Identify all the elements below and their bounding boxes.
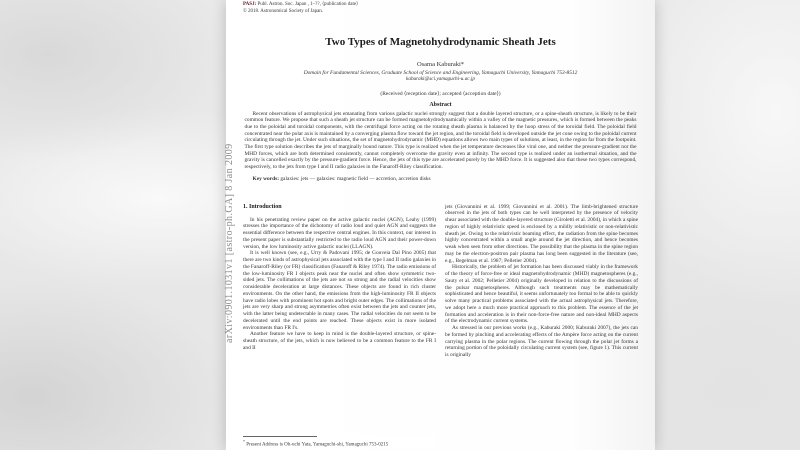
footnote-text: Present Address is Oh-uchi Yata, Yamaguchi-shi, Yamaguchi 753-0215	[245, 443, 389, 448]
author-name: Osama Kaburaki*	[416, 60, 465, 68]
right-column-paragraph: jets (Giovannini et al. 1999; Giovannini et al. 2001). The limb-brightened structure observed in the jets of both types can be well interpreted by the presence of velocity shear associated with the double-layered structure (Giroletti et al. 2004), in which a spine region of highly relativistic speed is enclosed by a mildly relativistic or non-relativistic sheath jet. Owing to the relativistic beaming effect, the radiation from the spine becomes highly concentrated within a small angle around the jet direction, and hence becomes weak when seen from other directions. The possibility that the plasma in the spine region may be the electron-positron pair plasma has long been suggested in the literature (see, e.g., Begelman et al. 1987; Pelletier 2004).	[445, 203, 638, 264]
paper-title: Two Types of Magnetohydrodynamic Sheath Jets	[325, 35, 556, 48]
abstract-text: Recent observations of astrophysical jets emanating from various galactic nuclei strongly suggest that a double layered structure, or a spine-sheath structure, is likely to be their common feature. We propose that such a sheath jet structure can be formed magnetohydrodynamically within a valley of the magnetic pressures, which is formed between the peaks due to the poloidal and toroidal components, with the centrifugal force acting on the rotating sheath plasma is balanced by the hoop stress of the toroidal field. The poloidal field concentrated near the polar axis is maintained by a converging plasma flow toward the jet region, and the toroidal field is developed outside the jet cone owing to the poloidal current circulating through the jet. Under such situations, the set of magnetohydrodynamic (MHD) equations allows two main types of solutions, at least, in the region far from the footpoint. The first type solution describes the jets of marginally bound nature. This type is realized when the jet temperature decreases like viral one, and neither the pressure-gradient nor the MHD forces, which are both determined consistently, cannot completely overcome the gravity even at infinity. The second type is realized under an isothermal situation, and the gravity is cancelled exactly by the pressure-gradient force. Hence, the jets of this type are accelerated purely by the MHD force. It is suggested also that these two types correspond, respectively, to the jets from type I and II radio galaxies in the Fanaroff-Riley classification.	[244, 110, 637, 171]
journal-header	[243, 2, 638, 16]
left-column-paragraph: Another feature we have to keep in mind is the double-layered structure, or spine-sheath structure, of the jets, which is now believed to be a common feature to the FR I and II	[243, 331, 436, 351]
journal-reference-line	[243, 2, 638, 9]
arxiv-watermark: arXiv:0901.1031v1 [astro-ph.GA] 8 Jan 2009	[224, 143, 235, 343]
copyright-line: © 2018. Astronomical Society of Japan.	[243, 8, 324, 14]
keywords-line	[245, 176, 637, 183]
right-column	[445, 204, 638, 359]
abstract-block	[245, 111, 637, 183]
footnote-rule	[243, 436, 317, 437]
section-heading-introduction: 1. Introduction	[243, 203, 282, 210]
right-column-paragraph: As stressed in our previous works (e.g., Kaburaki 2000; Kaburaki 2007), the jets can be formed by pinching and accelerating effects of the Ampère force acting on the current carrying plasma in the polar regions. The current flowing through the polar jet forms a returning portion of the poloidally circulating current system (see, figure 1). This current is originally	[445, 325, 638, 359]
abstract-heading: Abstract	[429, 101, 452, 108]
keywords-label: Key words:	[252, 175, 280, 182]
keywords-text: galaxies: jets — galaxies: magnetic field — accretion, accretion disks	[279, 175, 431, 182]
paper-page	[226, 0, 655, 450]
right-column-paragraph: Historically, the problem of jet formation has been discussed viably in the framework of the theory of force-free or ideal magnetohydrodynamic (MHD) magnetospheres (e.g., Sauty et al. 2002; Pelletier 2004) originally developed in relation to the discussions of the pulsar magnetospheres. Although such treatments may be mathematically sophisticated and hence beautiful, it seems unfortunately too formal to be able to quickly solve many practical problems associated with the actual astrophysical jets. Therefore, we adopt here a much more practical approach to this problem. The essence of the jet formation and acceleration is in their non-force-free nature and non-ideal MHD aspects of the electrodynamic current systems.	[445, 264, 638, 325]
two-column-body	[243, 204, 638, 359]
author-footnote	[243, 436, 436, 448]
author-email: kaburaki@sci.yamaguchi-u.ac.jp	[406, 75, 475, 82]
journal-tag: PASJ:	[243, 2, 257, 7]
received-line: (Received ⟨reception date⟩; accepted ⟨acception date⟩)	[380, 90, 501, 97]
left-column-paragraph: It is well known (see, e.g., Urry & Padovani 1995; de Gouveia Dal Pino 2005) that there are two kinds of astrophysical jets associated with the type I and II radio galaxies in the Fanaroff-Riley (or FR) classification (Fanaroff & Riley 1974). The radio emissions of the low-luminosity FR I objects peak near the nuclei and often show symmetric two-sided jets. The collimations of the jets are not so strong and the radial velocities show considerable deceleration at large distances. These objects are found in rich cluster environments. On the other hand, the emissions from the high-luminosity FR II objects have radio lobes with prominent hot spots and bright outer edges. The collimations of the jets are very sharp and strong asymmetries often exist between the jets and counter jets, with the latter being undetectable in many cases. The radial velocities do not seem to be decelerated until the end points are reached. These objects exist in more isolated environments than FR I's.	[243, 250, 436, 331]
author-affiliation: Domain for Fundamental Sciences, Graduate School of Science and Engineering, Yamaguchi University, Yamaguchi 753-8512	[303, 69, 578, 76]
journal-reference: Publ. Astron. Soc. Japan , 1–??, ⟨publication date⟩	[256, 2, 359, 7]
left-column-paragraph: In his penetrating review paper on the active galactic nuclei (AGN), Leahy (1999) stresses the importance of the dichotomy of radio loud and quiet AGN and suggests the essential difference between the respective central engines. In this context, our interest in the present paper is substantially restricted to the radio loud AGN and their power-down version, the low luminosity active galactic nuclei (LLAGN).	[243, 216, 436, 250]
left-column	[243, 204, 436, 359]
footnote-marker: *	[243, 439, 245, 445]
